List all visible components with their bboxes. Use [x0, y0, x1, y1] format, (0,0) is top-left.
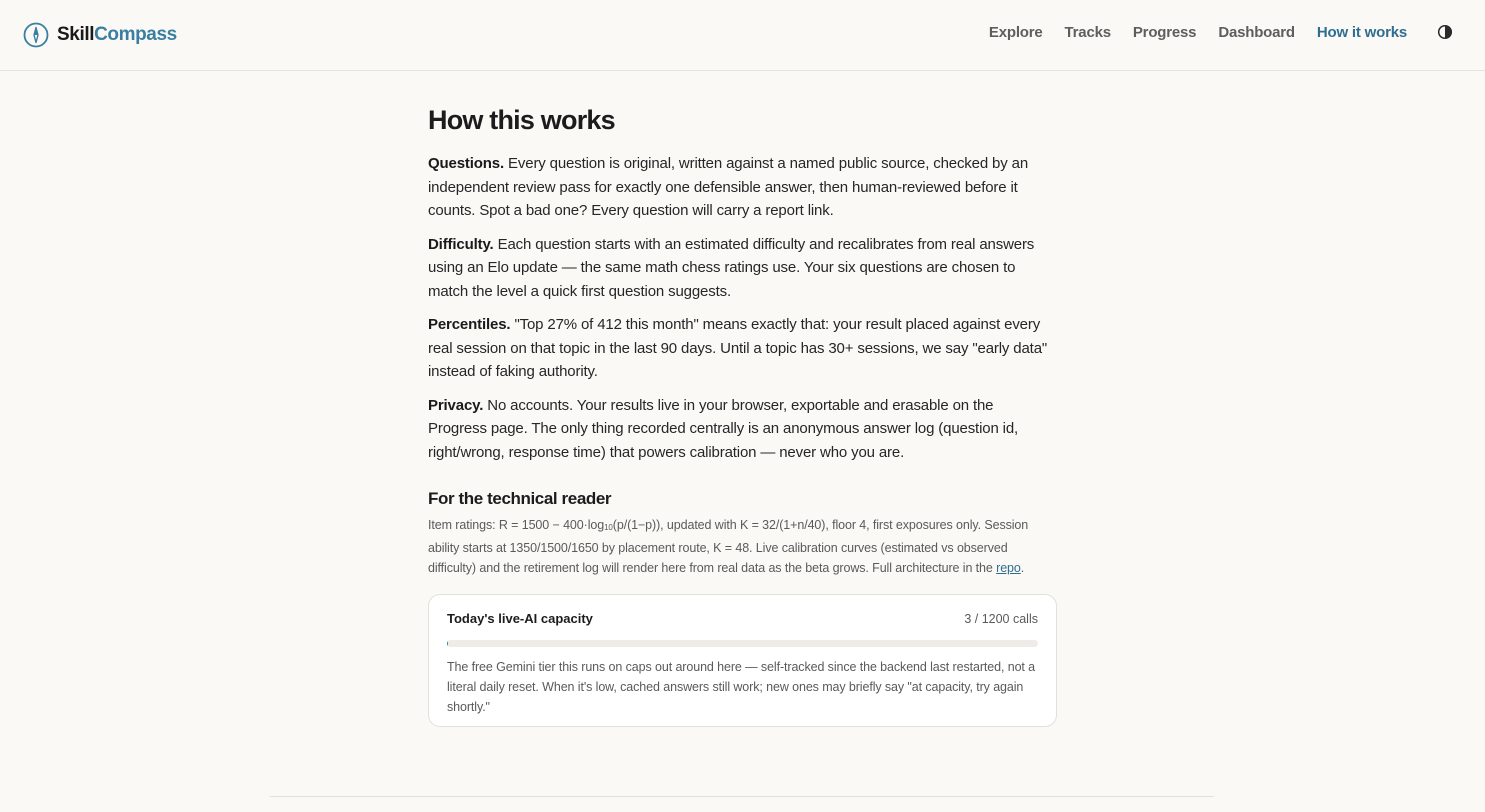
technical-text-end: .	[1020, 561, 1025, 575]
section-difficulty	[428, 233, 1056, 304]
capacity-card-header	[447, 611, 1038, 626]
capacity-card-description: The free Gemini tier this runs on caps out around here — self-tracked since the backend last restarted, not a literal daily reset. When it's low, cached answers still work; new ones may briefly say "at capacity, try again shortly."	[447, 660, 1036, 714]
section-questions	[428, 152, 1056, 223]
brand-logo-link[interactable]	[23, 21, 177, 49]
contrast-icon[interactable]	[1437, 24, 1453, 40]
nav-dashboard[interactable]: Dashboard	[1218, 24, 1295, 41]
section-heading: Privacy.	[428, 396, 484, 414]
main-nav	[989, 24, 1407, 41]
capacity-progress-fill	[447, 640, 448, 647]
top-navigation-bar	[0, 0, 1485, 71]
repo-link[interactable]: repo	[996, 561, 1021, 575]
technical-text-main: (p/(1−p)), updated with K = 32/(1+n/40), floor 4, first exposures only. Session ability starts at 1350/1500/1650 by placement route, K = 48. Live calibration curves (estimated vs observed difficulty) and the retirement log will render here from real data as the beta grows. Full architecture in the	[428, 518, 1029, 575]
log-base-subscript: 10	[604, 523, 613, 532]
section-percentiles	[428, 313, 1056, 384]
capacity-card-title: Today's live-AI capacity	[447, 611, 593, 626]
main-content	[428, 100, 1056, 727]
section-body: "Top 27% of 412 this month" means exactly that: your result placed against every real session on that topic in the last 90 days. Until a topic has 30+ sessions, we say "early data" instead of faking authority.	[428, 316, 1048, 380]
section-body: Each question starts with an estimated difficulty and recalibrates from real answers using an Elo update — the same math chess ratings use. Your six questions are chosen to match the level a quick first question suggests.	[428, 235, 1035, 300]
nav-progress[interactable]: Progress	[1132, 24, 1197, 41]
section-heading: Difficulty.	[428, 235, 494, 253]
nav-how-it-works[interactable]: How it works	[1316, 24, 1407, 41]
nav-explore[interactable]: Explore	[988, 24, 1043, 41]
technical-text-start: Item ratings: R = 1500 − 400·log	[428, 518, 605, 532]
section-heading: Percentiles.	[428, 316, 511, 333]
brand-name	[57, 24, 177, 46]
capacity-card	[428, 594, 1057, 727]
technical-paragraph	[428, 515, 1056, 578]
technical-section-title: For the technical reader	[428, 489, 612, 508]
section-body: Every question is original, written against a named public source, checked by an independent review pass for exactly one defensible answer, then human-reviewed before it counts. Spot a bad one? Every question will carry a report link.	[428, 155, 1029, 219]
nav-tracks[interactable]: Tracks	[1064, 24, 1111, 41]
page-title: How this works	[428, 105, 615, 135]
capacity-count: 3 / 1200 calls	[964, 611, 1038, 626]
capacity-progress-track	[447, 640, 1038, 647]
footer-divider	[270, 796, 1214, 797]
section-body: No accounts. Your results live in your browser, exportable and erasable on the Progress page. The only thing recorded centrally is an anonymous answer log (question id, right/wrong, response time) that powers calibration — never who you are.	[428, 396, 1019, 461]
compass-icon	[23, 22, 49, 48]
brand-name-part1: Skill	[57, 24, 95, 45]
brand-name-part2: Compass	[94, 24, 177, 45]
section-heading: Questions.	[428, 155, 505, 172]
section-privacy	[428, 394, 1056, 465]
